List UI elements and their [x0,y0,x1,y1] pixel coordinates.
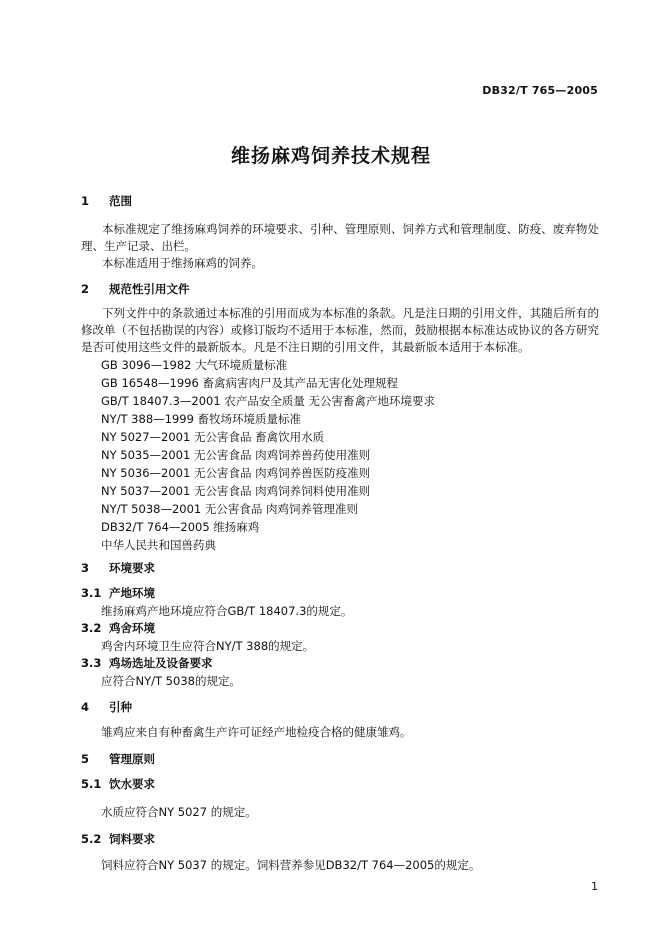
section-5-1-text: 水质应符合NY 5027 的规定。 [101,805,257,819]
section-title: 鸡舍环境 [109,621,155,635]
reference-item: GB/T 18407.3—2001 农产品安全质量 无公害畜禽产地环境要求 [101,394,435,408]
section-number: 3.1 [81,586,102,600]
reference-item: DB32/T 764—2005 维扬麻鸡 [101,520,260,534]
section-title: 范围 [109,194,132,208]
reference-item: NY/T 5038—2001 无公害食品 肉鸡饲养管理准则 [101,502,359,516]
section-5-2-text: 饲料应符合NY 5037 的规定。饲料营养参见DB32/T 764—2005的规定。 [101,858,481,872]
section-2-heading [81,281,190,297]
section-title: 环境要求 [109,561,155,575]
section-3-1-text: 维扬麻鸡产地环境应符合GB/T 18407.3的规定。 [101,604,353,618]
section-1-paragraph-2: 本标准适用于维扬麻鸡的饲养。 [102,256,263,270]
section-2-paragraph: 下列文件中的条款通过本标准的引用而成为本标准的条款。凡是注日期的引用文件，其随后所有的修改单（不包括勘误的内容）或修订版均不适用于本标准，然而，鼓励根据本标准达成协议的各方研究是否可使用这些文件的最新版本。凡是不注日期的引用文件，其最新版本适用于本标准。 [81,306,599,354]
section-4-text: 雏鸡应来自有种畜禽生产许可证经产地检疫合格的健康雏鸡。 [101,725,412,739]
reference-item: GB 16548—1996 畜禽病害肉尸及其产品无害化处理规程 [101,376,398,390]
document-title: 维扬麻鸡饲养技术规程 [230,145,431,167]
section-number: 1 [81,194,90,208]
reference-item: 中华人民共和国兽药典 [101,538,216,552]
section-number: 3.2 [81,621,102,635]
section-number: 3 [81,561,90,575]
reference-list [101,356,435,554]
section-number: 3.3 [81,656,102,670]
section-number: 5.2 [81,832,102,846]
page-number: 1 [591,880,598,893]
section-3-heading [81,560,155,576]
section-3-2-text: 鸡舍内环境卫生应符合NY/T 388的规定。 [101,639,315,653]
section-number: 5.1 [81,777,102,791]
section-3-2-heading [81,620,155,636]
reference-item: NY 5035—2001 无公害食品 肉鸡饲养兽药使用准则 [101,448,371,462]
reference-item: NY 5037—2001 无公害食品 肉鸡饲养饲料使用准则 [101,484,371,498]
section-title: 产地环境 [109,586,155,600]
section-title: 管理原则 [109,752,155,766]
section-number: 4 [81,700,90,714]
standard-code: DB32/T 765—2005 [482,84,598,97]
section-5-2-heading [81,831,155,847]
section-title: 引种 [109,700,132,714]
reference-item: NY 5036—2001 无公害食品 肉鸡饲养兽医防疫准则 [101,466,371,480]
section-3-3-heading [81,655,213,671]
section-title: 饮水要求 [109,777,155,791]
section-title: 饲料要求 [109,832,155,846]
section-number: 2 [81,282,90,296]
section-title: 规范性引用文件 [109,282,190,296]
reference-item: GB 3096—1982 大气环境质量标准 [101,358,288,372]
section-title: 鸡场选址及设备要求 [109,656,213,670]
section-number: 5 [81,752,90,766]
section-5-1-heading [81,776,155,792]
reference-item: NY/T 388—1999 畜牧场环境质量标准 [101,412,302,426]
reference-item: NY 5027—2001 无公害食品 畜禽饮用水质 [101,430,325,444]
section-5-heading [81,751,155,767]
section-3-3-text: 应符合NY/T 5038的规定。 [101,674,241,688]
section-1-paragraph-1: 本标准规定了维扬麻鸡饲养的环境要求、引种、管理原则、饲养方式和管理制度、防疫、废弃物处理、生产记录、出栏。 [81,222,599,253]
section-3-1-heading [81,585,155,601]
section-1-heading [81,193,132,209]
section-4-heading [81,699,132,715]
